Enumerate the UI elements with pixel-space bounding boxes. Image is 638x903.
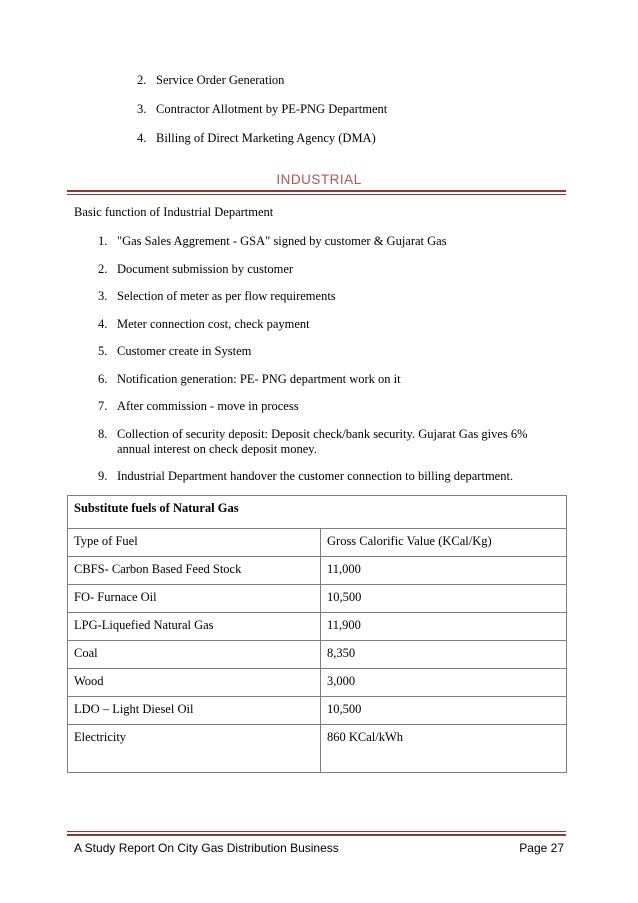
table-row xyxy=(68,557,567,585)
list-item xyxy=(98,399,548,414)
list-number: 2. xyxy=(137,73,147,87)
list-number: 1. xyxy=(98,234,108,248)
list-item xyxy=(98,234,548,249)
list-number: 4. xyxy=(98,316,108,331)
list-text: After commission - move in process xyxy=(117,399,299,413)
list-item xyxy=(98,469,548,484)
footer-rule-thin xyxy=(67,831,566,832)
table-caption-row xyxy=(68,496,567,529)
header-type-of-fuel: Type of Fuel xyxy=(68,529,321,557)
list-number: 2. xyxy=(98,261,108,276)
fuel-name-cell: FO- Furnace Oil xyxy=(68,585,321,613)
functions-list xyxy=(98,234,548,497)
list-item xyxy=(98,317,548,332)
list-number: 5. xyxy=(98,344,108,358)
list-text: Customer create in System xyxy=(117,344,252,358)
table-row xyxy=(68,613,567,641)
intro-text: Basic function of Industrial Department xyxy=(74,205,274,219)
list-number: 6. xyxy=(98,371,108,386)
table-caption: Substitute fuels of Natural Gas xyxy=(68,496,567,529)
table-row xyxy=(68,641,567,669)
list-number: 9. xyxy=(98,469,108,483)
footer-title: A Study Report On City Gas Distribution Business xyxy=(74,841,339,855)
list-text: Contractor Allotment by PE-PNG Department xyxy=(156,102,388,116)
list-number: 8. xyxy=(98,426,108,441)
list-number: 7. xyxy=(98,399,108,413)
table-row xyxy=(68,697,567,725)
list-item xyxy=(98,289,548,304)
list-number: 3. xyxy=(98,289,108,303)
header-calorific-value: Gross Calorific Value (KCal/Kg) xyxy=(321,529,567,557)
fuel-name-cell: Wood xyxy=(68,669,321,697)
table-row xyxy=(68,585,567,613)
substitute-fuels-table xyxy=(67,495,567,773)
list-text: Notification generation: PE- PNG department work on it xyxy=(117,371,401,386)
list-item xyxy=(98,372,548,387)
fuel-name-cell: Coal xyxy=(68,641,321,669)
heading-rule-thick xyxy=(67,190,566,192)
fuel-value-cell: 860 KCal/kWh xyxy=(321,725,567,773)
fuel-value-cell: 11,000 xyxy=(321,557,567,585)
fuel-value-cell: 11,900 xyxy=(321,613,567,641)
heading-rule-thin xyxy=(67,194,566,195)
fuel-value-cell: 10,500 xyxy=(321,697,567,725)
table-row xyxy=(68,669,567,697)
list-text: Meter connection cost, check payment xyxy=(117,316,310,331)
list-text: Selection of meter as per flow requirements xyxy=(117,289,336,303)
table-row xyxy=(68,725,567,773)
fuel-name-cell: LPG-Liquefied Natural Gas xyxy=(68,613,321,641)
list-text: Billing of Direct Marketing Agency (DMA) xyxy=(156,131,376,145)
list-item xyxy=(98,344,548,359)
fuel-name-cell: CBFS- Carbon Based Feed Stock xyxy=(68,557,321,585)
fuel-value-cell: 8,350 xyxy=(321,641,567,669)
fuel-name-cell: LDO – Light Diesel Oil xyxy=(68,697,321,725)
list-text: "Gas Sales Aggrement - GSA" signed by customer & Gujarat Gas xyxy=(117,234,447,248)
list-number: 3. xyxy=(137,102,147,116)
list-number: 4. xyxy=(137,131,147,145)
footer-rule-thick xyxy=(67,834,566,836)
fuel-name-cell: Electricity xyxy=(68,725,321,773)
list-text: Collection of security deposit: Deposit check/bank security. Gujarat Gas gives 6% annual interest on check deposit money. xyxy=(117,426,528,456)
fuel-value-cell: 3,000 xyxy=(321,669,567,697)
table-header-row xyxy=(68,529,567,557)
list-item xyxy=(98,427,548,457)
list-item xyxy=(98,262,548,277)
page-number: Page 27 xyxy=(519,841,564,855)
list-text: Industrial Department handover the customer connection to billing department. xyxy=(117,469,514,483)
fuel-value-cell: 10,500 xyxy=(321,585,567,613)
list-text: Document submission by customer xyxy=(117,261,294,276)
list-text: Service Order Generation xyxy=(156,73,285,87)
section-heading: INDUSTRIAL xyxy=(276,172,362,187)
